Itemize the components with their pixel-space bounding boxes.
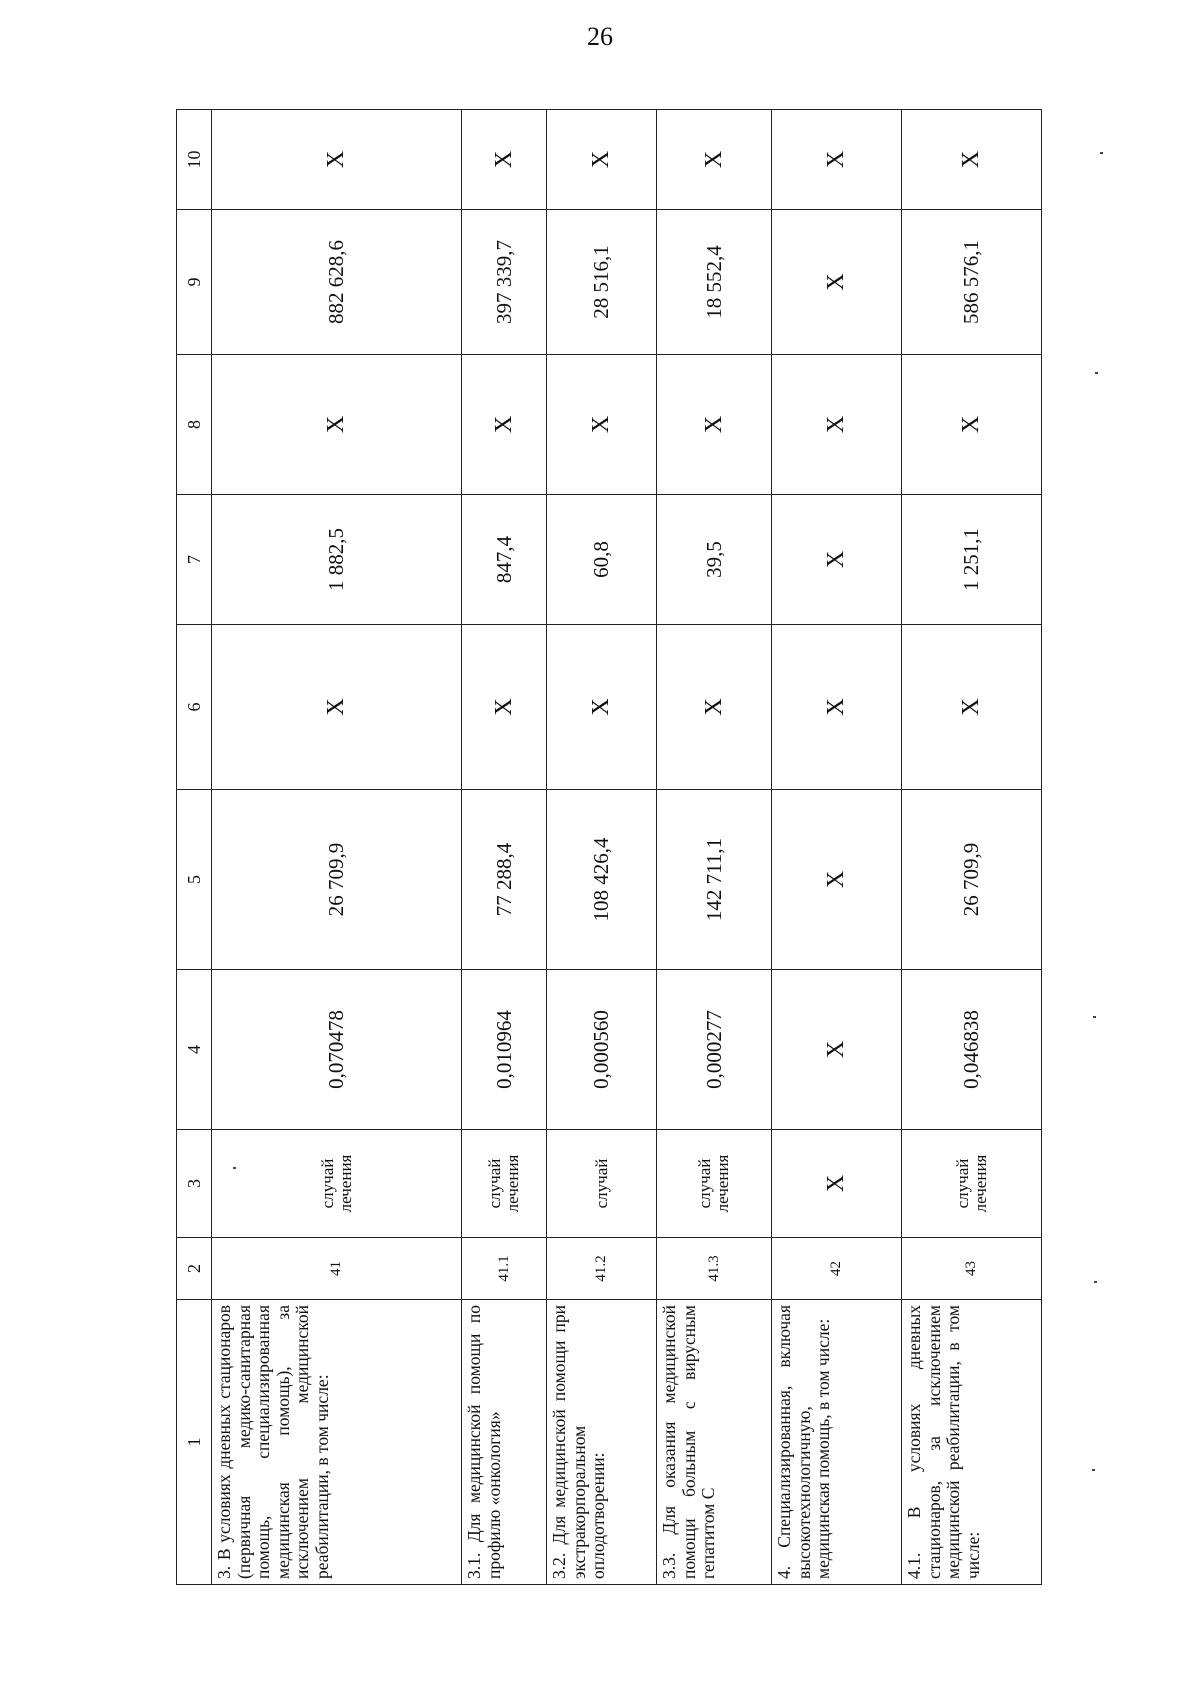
row-unit: случай лечения xyxy=(462,1130,547,1238)
column-header: 4 xyxy=(177,970,212,1130)
table-row xyxy=(902,110,1042,1585)
cell-col10: X xyxy=(547,110,657,210)
cell-col10: X xyxy=(902,110,1042,210)
page-number: 26 xyxy=(587,22,613,51)
table-row xyxy=(772,110,902,1585)
row-label: 3.3. Для оказания медицинской помощи больным с вирусным гепатитом С xyxy=(657,1300,772,1585)
cell-col9: 586 576,1 xyxy=(902,210,1042,355)
cell-col9: 18 552,4 xyxy=(657,210,772,355)
cell-col9: X xyxy=(772,210,902,355)
row-code: 42 xyxy=(772,1238,902,1300)
row-code: 41.2 xyxy=(547,1238,657,1300)
cell-col7: 60,8 xyxy=(547,495,657,625)
cell-col6: X xyxy=(462,625,547,790)
cell-col5: 26 709,9 xyxy=(212,790,462,970)
table-row xyxy=(657,110,772,1585)
cell-col4: 0,000277 xyxy=(657,970,772,1130)
scan-speck xyxy=(1094,1281,1097,1283)
cell-col4: 0,000560 xyxy=(547,970,657,1130)
cell-col7: 1 251,1 xyxy=(902,495,1042,625)
rotated-table-wrapper xyxy=(176,110,1037,1585)
cell-col10: X xyxy=(212,110,462,210)
scan-speck xyxy=(1095,372,1098,374)
cell-col6: X xyxy=(772,625,902,790)
cell-col7: X xyxy=(772,495,902,625)
cell-col4: 0,046838 xyxy=(902,970,1042,1130)
cell-col9: 882 628,6 xyxy=(212,210,462,355)
header-row xyxy=(177,110,212,1585)
cell-col8: X xyxy=(547,355,657,495)
column-header: 1 xyxy=(177,1300,212,1585)
cell-col8: X xyxy=(212,355,462,495)
row-unit: случай xyxy=(547,1130,657,1238)
cell-col7: 847,4 xyxy=(462,495,547,625)
row-label: 3.1. Для медицинской помощи по профилю «онкология» xyxy=(462,1300,547,1585)
row-label: 3.2. Для медицинской помощи при экстракорпоральном оплодотворении: xyxy=(547,1300,657,1585)
cell-col5: 77 288,4 xyxy=(462,790,547,970)
column-header: 6 xyxy=(177,625,212,790)
cell-col5: X xyxy=(772,790,902,970)
table-row xyxy=(212,110,462,1585)
scan-speck xyxy=(1092,1469,1095,1471)
table-row xyxy=(462,110,547,1585)
row-code: 41 xyxy=(212,1238,462,1300)
row-label: 4.1. В условиях дневных стационаров, за исключением медицинской реабилитации, в том числе: xyxy=(902,1300,1042,1585)
cell-col8: X xyxy=(462,355,547,495)
cell-col4: 0,070478 xyxy=(212,970,462,1130)
row-code: 43 xyxy=(902,1238,1042,1300)
column-header: 10 xyxy=(177,110,212,210)
column-header: 7 xyxy=(177,495,212,625)
column-header: 9 xyxy=(177,210,212,355)
cell-col4: X xyxy=(772,970,902,1130)
cell-col5: 108 426,4 xyxy=(547,790,657,970)
cell-col6: X xyxy=(547,625,657,790)
cell-col8: X xyxy=(902,355,1042,495)
table-row xyxy=(547,110,657,1585)
row-label: 3. В условиях дневных стационаров (первичная медико-санитарная помощь, специализированная медицинская помощь), за исключением медицинской реабилитации, в том числе: xyxy=(212,1300,462,1585)
row-unit: случай лечения xyxy=(657,1130,772,1238)
row-code: 41.3 xyxy=(657,1238,772,1300)
column-header: 3 xyxy=(177,1130,212,1238)
cell-col4: 0,010964 xyxy=(462,970,547,1130)
row-code: 41.1 xyxy=(462,1238,547,1300)
row-unit: случай лечения xyxy=(902,1130,1042,1238)
cell-col6: X xyxy=(212,625,462,790)
column-header: 5 xyxy=(177,790,212,970)
scan-speck xyxy=(1100,152,1103,154)
cell-col5: 26 709,9 xyxy=(902,790,1042,970)
row-unit: случай лечения xyxy=(212,1130,462,1238)
cell-col7: 39,5 xyxy=(657,495,772,625)
cell-col10: X xyxy=(657,110,772,210)
column-header: 8 xyxy=(177,355,212,495)
cell-col10: X xyxy=(772,110,902,210)
cell-col9: 397 339,7 xyxy=(462,210,547,355)
data-table xyxy=(176,109,1042,1585)
cell-col6: X xyxy=(657,625,772,790)
cell-col8: X xyxy=(657,355,772,495)
row-label: 4. Специализированная, включая высокотехнологичную, медицинская помощь, в том числе: xyxy=(772,1300,902,1585)
scan-speck xyxy=(1093,1016,1096,1018)
cell-col7: 1 882,5 xyxy=(212,495,462,625)
cell-col6: X xyxy=(902,625,1042,790)
column-header: 2 xyxy=(177,1238,212,1300)
cell-col8: X xyxy=(772,355,902,495)
row-unit: X xyxy=(772,1130,902,1238)
cell-col9: 28 516,1 xyxy=(547,210,657,355)
cell-col10: X xyxy=(462,110,547,210)
cell-col5: 142 711,1 xyxy=(657,790,772,970)
